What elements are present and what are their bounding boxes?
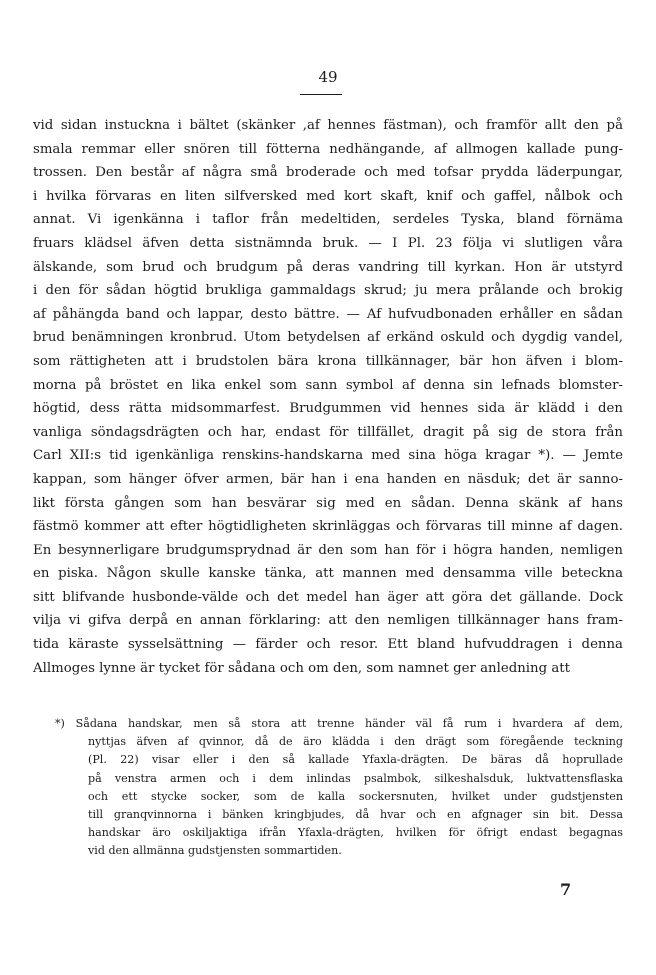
text-line: likt första gången som han besvärar sig med en sådan. Denna skänk af hans xyxy=(33,495,623,511)
text-line: annat. Vi igenkänna i taflor från medeltiden, serdeles Tyska, bland förnäma xyxy=(33,212,623,228)
signature-mark: 7 xyxy=(560,880,572,899)
text-line: i hvilka förvaras en liten silfversked med kort skaft, knif och gaffel, nålbok och xyxy=(33,188,623,204)
page-number: 49 xyxy=(318,68,338,86)
text-line: smala remmar eller snören till fötterna nedhängande, af allmogen kallade pung- xyxy=(33,141,623,157)
text-line: tida käraste sysselsättning — färder och resor. Ett bland hufvuddragen i denna xyxy=(33,637,623,653)
text-line: älskande, som brud och brudgum på deras vandring till kyrkan. Hon är utstyrd xyxy=(33,259,623,275)
footnote-line: på venstra armen och i dem inlindas psalmbok, silkeshalsduk, luktvattensflaska xyxy=(88,771,623,785)
text-line: högtid, dess rätta midsommarfest. Brudgummen vid hennes sida är klädd i den xyxy=(33,401,623,417)
footnote-line: handskar äro oskiljaktiga ifrån Yfaxla-drägten, hvilken för öfrigt endast begagnas xyxy=(88,826,623,840)
footnote-line: och ett stycke socker, som de kalla sockersnuten, hvilket under gudstjensten xyxy=(88,789,623,803)
text-line: fästmö kommer att efter högtidligheten skrinläggas och förvaras till minne af dagen. xyxy=(33,519,623,535)
footnote-line: till granqvinnorna i bänken kringbjudes, då hvar och en afgnager sin bit. Dessa xyxy=(88,807,623,821)
text-line: sitt blifvande husbonde-välde och det medel han äger att göra det gällande. Dock xyxy=(33,589,623,605)
text-line: brud benämningen kronbrud. Utom betydelsen af erkänd oskuld och dygdig vandel, xyxy=(33,330,623,346)
text-line: vilja vi gifva derpå en annan förklaring: att den nemligen tillkännager hans fram- xyxy=(33,613,623,629)
text-line: af påhängda band och lappar, desto bättre. — Af hufvudbonaden erhåller en sådan xyxy=(33,306,623,322)
footnote xyxy=(33,715,623,861)
text-line: vanliga söndagsdrägten och har, endast för tillfället, dragit på sig de stora från xyxy=(33,424,623,440)
text-line: fruars klädsel äfven detta sistnämnda bruk. — I Pl. 23 följa vi slutligen våra xyxy=(33,235,623,251)
footnote-line: nyttjas äfven af qvinnor, då de äro klädda i den drägt som föregående teckning xyxy=(88,735,623,749)
text-line: trossen. Den består af några små broderade och med tofsar prydda läderpungar, xyxy=(33,165,623,181)
footnote-line: vid den allmänna gudstjensten sommartiden. xyxy=(88,844,342,858)
text-line: Allmoges lynne är tycket för sådana och om den, som namnet ger anledning att xyxy=(33,660,570,676)
text-line: En besynnerligare brudgumsprydnad är den som han för i högra handen, nemligen xyxy=(33,542,623,558)
main-text xyxy=(33,114,623,680)
text-line: som rättigheten att i brudstolen bära krona tillkännager, bär hon äfven i blom- xyxy=(33,353,623,369)
page-number-rule xyxy=(300,94,342,95)
text-line: Carl XII:s tid igenkänliga renskins-handskarna med sina höga kragar *). — Jemte xyxy=(33,448,623,464)
text-line: en piska. Någon skulle kanske tänka, att mannen med densamma ville beteckna xyxy=(33,566,623,582)
text-line: vid sidan instuckna i bältet (skänker ,af hennes fästman), och framför allt den på xyxy=(33,118,623,133)
footnote-line: (Pl. 22) visar eller i den så kallade Yfaxla-drägten. De bäras då hoprullade xyxy=(88,753,623,767)
text-line: kappan, som hänger öfver armen, bär han i ena handen en näsduk; det är sanno- xyxy=(33,471,623,487)
text-line: i den för sådan högtid brukliga gammaldags skrud; ju mera prålande och brokig xyxy=(33,283,623,299)
footnote-line: *) Sådana handskar, men så stora att trenne händer väl få rum i hvardera af dem, xyxy=(55,717,623,730)
text-line: morna på bröstet en lika enkel som sann symbol af denna sin lefnads blomster- xyxy=(33,377,623,393)
